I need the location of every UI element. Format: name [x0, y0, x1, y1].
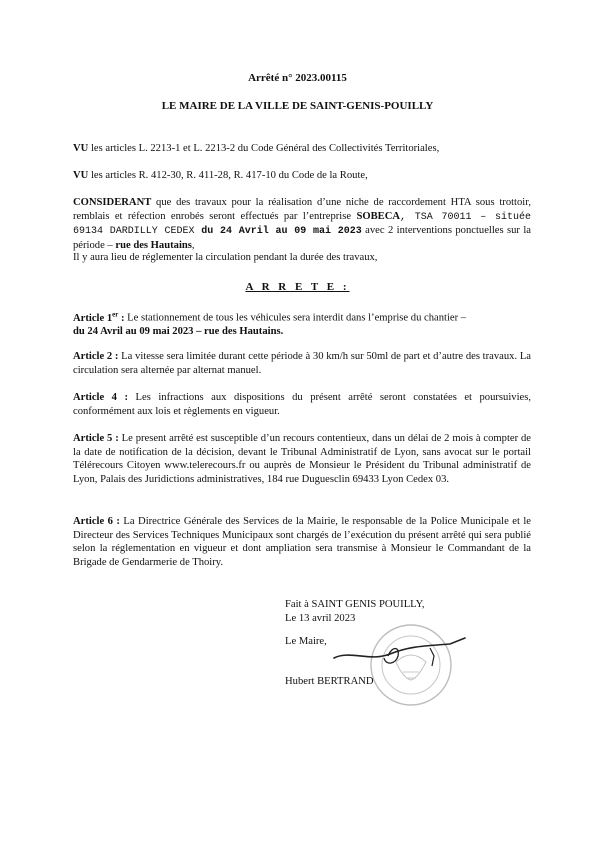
signature-name: Hubert BERTRAND: [285, 676, 374, 687]
authority-title: LE MAIRE DE LA VILLE DE SAINT-GENIS-POUILLY: [161, 100, 434, 112]
signature-role: Le Maire,: [285, 636, 327, 647]
article-5: [73, 432, 531, 486]
vu-text: les articles L. 2213-1 et L. 2213-2 du Code Général des Collectivités Territoriales,: [88, 143, 440, 154]
article-2: [73, 350, 531, 377]
vu-clause-2: [73, 169, 531, 183]
considerant-text-a: que des travaux pour la réalisation d’une niche de raccordement HTA sous trottoir, remblais et réfection enrobés seront effectués par l’entreprise: [73, 197, 531, 222]
article-text: La Directrice Générale des Services de la Mairie, le responsable de la Police Municipale et le Directeur des Services Techniques Municipaux sont chargés de l’exécution du présent arrêté qui sera publié selon la réglementation en vigueur et dont ampliation sera transmise à Monsieur le Commandant de la Brigade de Gendarmerie de Thoiry.: [73, 516, 531, 568]
handwritten-signature: [330, 632, 470, 680]
work-dates: du 24 Avril au 09 mai 2023: [201, 226, 362, 238]
vu-label: VU: [73, 143, 89, 154]
vu-clause-1: [73, 142, 531, 156]
considerant-label: CONSIDERANT: [73, 197, 152, 208]
considerant-clause: [73, 196, 531, 252]
article-label: Article 1er :: [73, 310, 128, 324]
signature-date: Le 13 avril 2023: [285, 613, 356, 624]
arrete-number: Arrêté n° 2023.00115: [248, 72, 347, 84]
considerant-text-b: , TSA 70011 – située 69134 DARDILLY CEDEX: [73, 211, 531, 238]
vu-text: les articles R. 412-30, R. 411-28, R. 417-10 du Code de la Route,: [88, 170, 368, 181]
considerant-line2: Il y aura lieu de réglementer la circulation pendant la durée des travaux,: [73, 252, 378, 263]
signature-place: Fait à SAINT GENIS POUILLY,: [285, 599, 425, 610]
article-6: [73, 515, 531, 569]
vu-label: VU: [73, 170, 89, 181]
article-text: Le stationnement de tous les véhicules sera interdit dans l’emprise du chantier –: [127, 312, 467, 324]
considerant-text-c: avec 2 interventions ponctuelles sur la période –: [73, 225, 531, 251]
article-label: Article 5 :: [73, 433, 122, 444]
street-name: rue des Hautains: [115, 239, 192, 251]
article-bold-tail: du 24 Avril au 09 mai 2023 – rue des Hautains.: [73, 326, 284, 338]
article-4: [73, 391, 531, 418]
article-text: Le present arrêté est susceptible d’un recours contentieux, dans un délai de 2 mois à compter de la date de notification de la décision, devant le Tribunal Administratif de Lyon, sans avocat sur le portail Télérecours Citoyen www.telerecours.fr ou auprès de Monsieur le Président du Tribunal administratif de Lyon, Palais des Juridictions administratives, 184 rue Duguesclin 69433 Lyon Cedex 03.: [73, 433, 532, 485]
article-label: Article 6 :: [73, 516, 124, 527]
article-text: La vitesse sera limitée durant cette période à 30 km/h sur 50ml de part et d’autre des travaux. La circulation sera alternée par alternat manuel.: [73, 351, 531, 376]
arrete-heading: A R R E T E :: [245, 281, 350, 293]
article-1: [73, 308, 531, 339]
considerant-text-d: ,: [191, 239, 195, 251]
article-label: Article 4 :: [73, 392, 136, 403]
article-text: Les infractions aux dispositions du présent arrêté seront constatées et poursuivies, conformément aux lois et règlements en vigueur.: [73, 392, 531, 417]
article-label: Article 2 :: [73, 351, 122, 362]
company-name: SOBECA: [356, 210, 401, 222]
